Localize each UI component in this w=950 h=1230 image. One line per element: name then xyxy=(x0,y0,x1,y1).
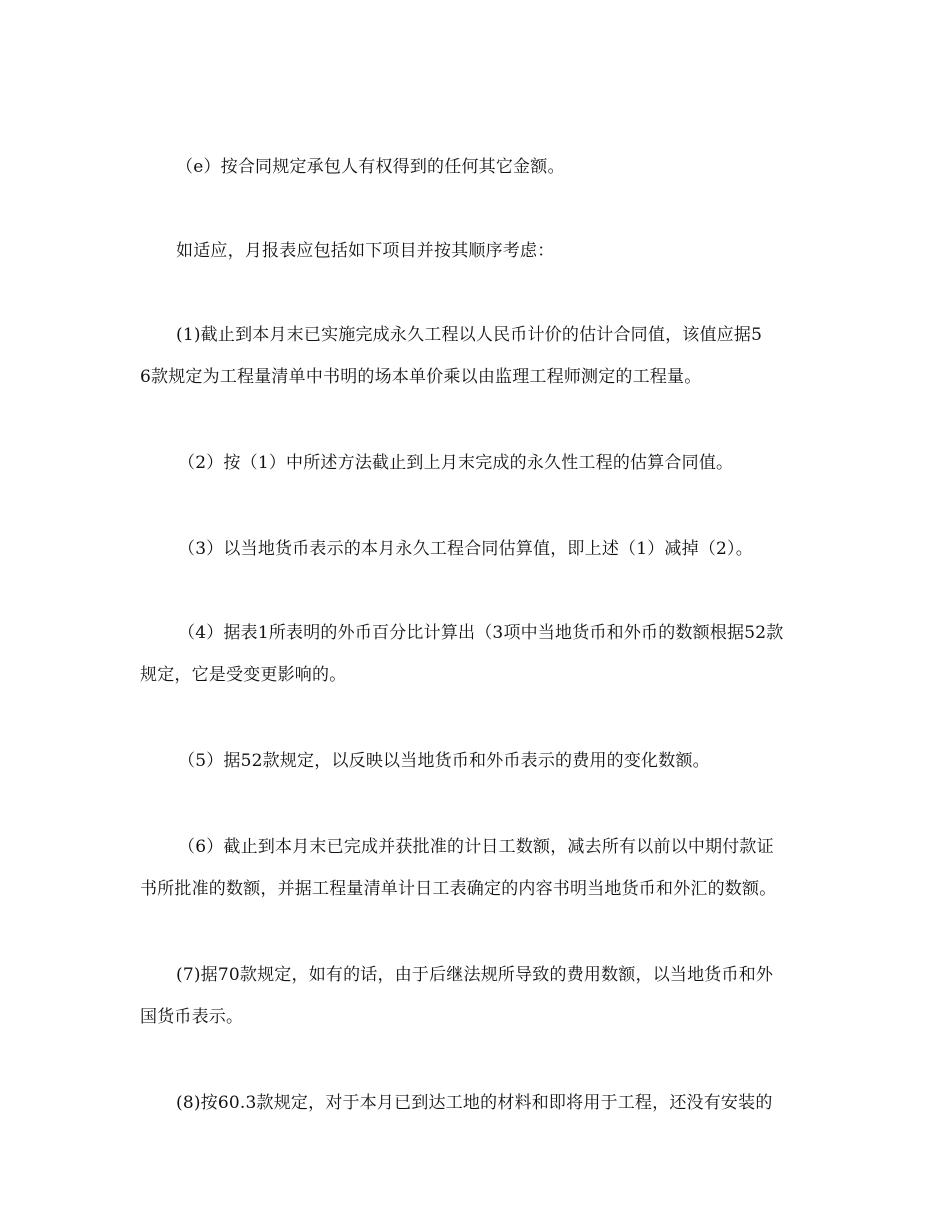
paragraph-4-line-1: （4）据表1所表明的外币百分比计算出（3项中当地货币和外币的数额根据52款 xyxy=(178,623,784,643)
paragraph-1-line-2: 6款规定为工程量清单中书明的场本单价乘以由监理工程师测定的工程量。 xyxy=(140,367,702,387)
paragraph-2-line-1: （2）按（1）中所述方法截止到上月末完成的永久性工程的估算合同值。 xyxy=(178,453,734,473)
paragraph-8-line-1: (8)按60.3款规定，对于本月已到达工地的材料和即将用于工程，还没有安装的 xyxy=(176,1093,773,1113)
paragraph-7-line-2: 国货币表示。 xyxy=(140,1007,244,1027)
paragraph-e-line-1: （e）按合同规定承包人有权得到的任何其它金额。 xyxy=(176,157,565,177)
paragraph-7-line-1: (7)据70款规定，如有的话，由于后继法规所导致的费用数额，以当地货币和外 xyxy=(176,965,774,985)
paragraph-3-line-1: （3）以当地货币表示的本月永久工程合同估算值，即上述（1）减掉（2）。 xyxy=(178,539,753,559)
paragraph-6-line-2: 书所批准的数额，并据工程量清单计日工表确定的内容书明当地货币和外汇的数额。 xyxy=(140,879,777,899)
paragraph-intro-line-1: 如适应，月报表应包括如下项目并按其顺序考虑： xyxy=(176,241,555,261)
paragraph-6-line-1: （6）截止到本月末已完成并获批准的计日工数额，减去所有以前以中期付款证 xyxy=(178,837,774,857)
paragraph-4-line-2: 规定，它是受变更影响的。 xyxy=(140,665,347,685)
paragraph-5-line-1: （5）据52款规定，以反映以当地货币和外币表示的费用的变化数额。 xyxy=(178,751,710,771)
paragraph-1-line-1: (1)截止到本月末已实施完成永久工程以人民币计价的估计合同值，该值应据5 xyxy=(176,325,763,345)
